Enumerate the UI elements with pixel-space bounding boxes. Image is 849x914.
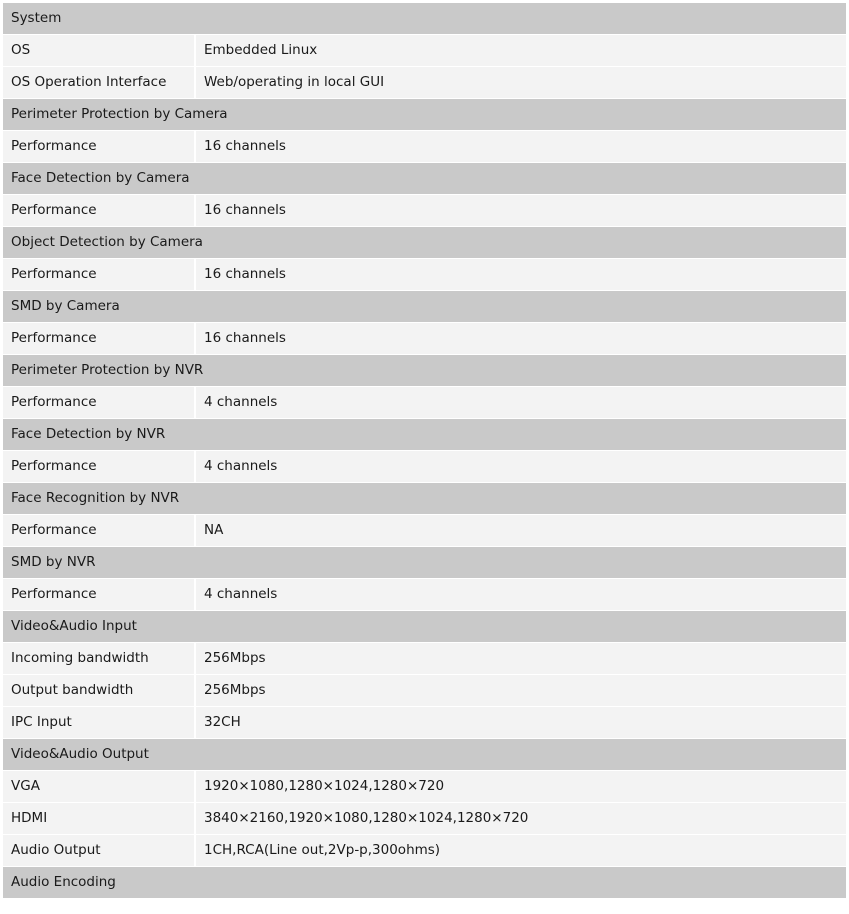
spec-row [3,67,846,99]
section-title: Video&Audio Output [3,739,846,771]
spec-label: Performance [3,259,195,291]
spec-label: OS Operation Interface [3,67,195,99]
spec-value: 4 channels [195,451,846,483]
spec-row [3,195,846,227]
spec-row [3,451,846,483]
spec-label: VGA [3,771,195,803]
spec-value: 4 channels [195,387,846,419]
spec-row [3,515,846,547]
spec-value: Embedded Linux [195,35,846,67]
section-title: SMD by NVR [3,547,846,579]
spec-value: Web/operating in local GUI [195,67,846,99]
spec-label: Incoming bandwidth [3,643,195,675]
spec-row [3,643,846,675]
section-title: Face Detection by NVR [3,419,846,451]
section-header-row [3,419,846,451]
section-header-row [3,867,846,899]
section-header-row [3,611,846,643]
section-header-row [3,739,846,771]
spec-label: Output bandwidth [3,675,195,707]
section-header-row [3,227,846,259]
section-header-row [3,3,846,35]
section-title: Face Recognition by NVR [3,483,846,515]
spec-row [3,803,846,835]
section-header-row [3,99,846,131]
spec-row [3,675,846,707]
section-header-row [3,483,846,515]
spec-label: HDMI [3,803,195,835]
spec-label: Performance [3,323,195,355]
spec-row [3,35,846,67]
spec-row [3,259,846,291]
section-title: SMD by Camera [3,291,846,323]
spec-row [3,131,846,163]
spec-label: IPC Input [3,707,195,739]
section-header-row [3,291,846,323]
spec-label: Performance [3,579,195,611]
spec-value: 256Mbps [195,675,846,707]
spec-label: Performance [3,451,195,483]
spec-value: 4 channels [195,579,846,611]
spec-value: 16 channels [195,195,846,227]
spec-value: 32CH [195,707,846,739]
spec-row [3,387,846,419]
spec-label: OS [3,35,195,67]
spec-table [3,3,846,899]
section-header-row [3,355,846,387]
spec-row [3,835,846,867]
spec-value: 256Mbps [195,643,846,675]
spec-label: Performance [3,387,195,419]
spec-row [3,771,846,803]
section-header-row [3,547,846,579]
spec-label: Performance [3,195,195,227]
spec-value: 1920×1080,1280×1024,1280×720 [195,771,846,803]
spec-value: 16 channels [195,131,846,163]
section-title: Perimeter Protection by Camera [3,99,846,131]
spec-value: NA [195,515,846,547]
spec-row [3,707,846,739]
spec-value: 16 channels [195,323,846,355]
section-title: Face Detection by Camera [3,163,846,195]
spec-value: 3840×2160,1920×1080,1280×1024,1280×720 [195,803,846,835]
section-title: Object Detection by Camera [3,227,846,259]
section-title: Audio Encoding [3,867,846,899]
section-header-row [3,163,846,195]
spec-row [3,579,846,611]
spec-row [3,323,846,355]
spec-value: 16 channels [195,259,846,291]
spec-label: Performance [3,131,195,163]
spec-table-body [3,3,846,899]
section-title: Perimeter Protection by NVR [3,355,846,387]
section-title: System [3,3,846,35]
spec-label: Performance [3,515,195,547]
spec-label: Audio Output [3,835,195,867]
section-title: Video&Audio Input [3,611,846,643]
spec-value: 1CH,RCA(Line out,2Vp-p,300ohms) [195,835,846,867]
